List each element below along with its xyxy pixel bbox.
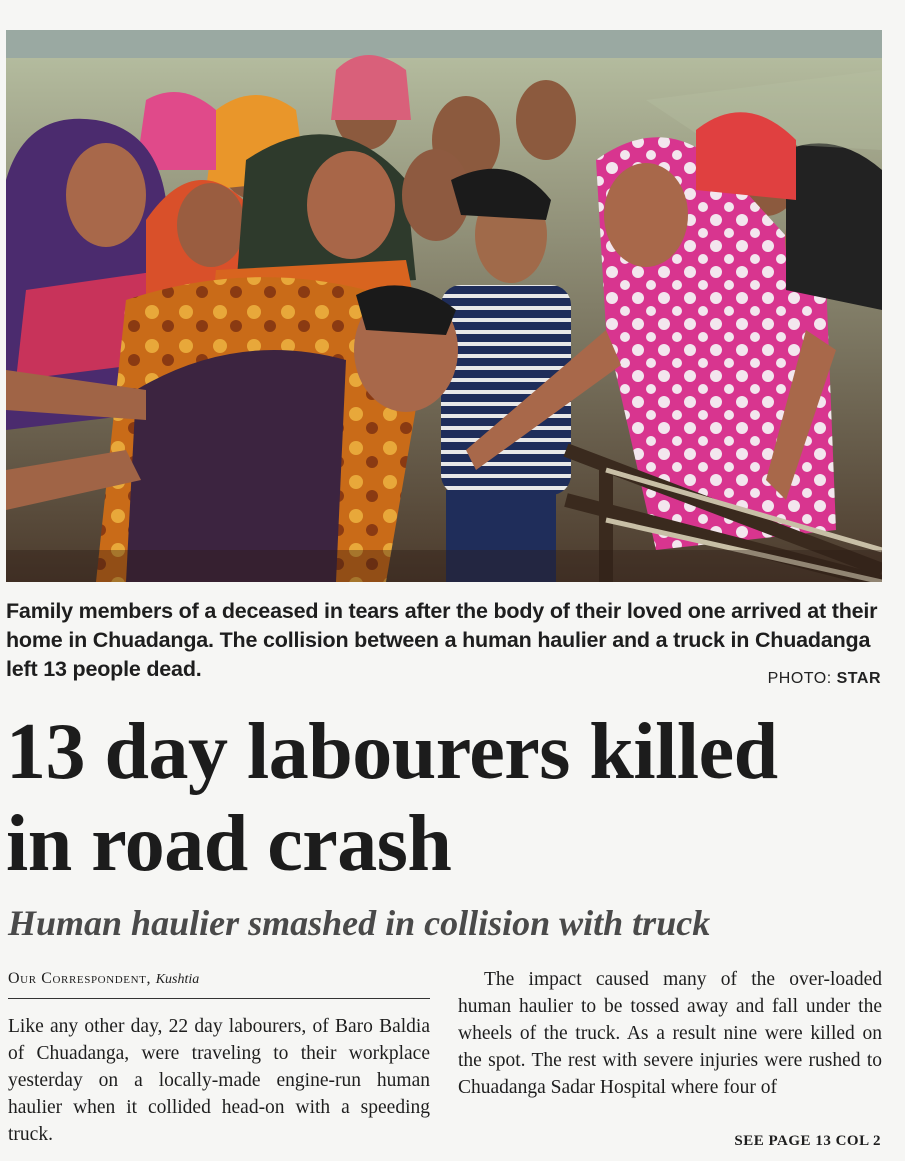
byline-location: Kushtia xyxy=(155,972,200,987)
subheadline: Human haulier smashed in collision with truck xyxy=(8,903,711,943)
photo-credit-prefix: PHOTO: xyxy=(767,670,837,687)
byline xyxy=(8,970,430,999)
body-column-2: The impact caused many of the over-loaded human haulier to be tossed away and fall under the wheels of the truck. As a result nine were killed on the spot. The rest with severe injuries were rushed to Chuadanga Sadar Hospital where four of xyxy=(458,969,882,1098)
body-column-1: Like any other day, 22 day labourers, of Baro Baldia of Chuadanga, were traveling to their workplace yesterday on a locally-made engine-run human haulier when it collided head-on with a speeding truck. xyxy=(8,1016,430,1145)
photo-caption: Family members of a deceased in tears after the body of their loved one arrived at their home in Chuadanga. The collision between a human haulier and a truck in Chuadanga left 13 people dead. xyxy=(6,599,878,681)
grieving-crowd-photo-icon xyxy=(6,30,882,582)
photo-credit-source: STAR xyxy=(836,670,881,687)
headline-line-1: 13 day labourers killed xyxy=(6,708,778,796)
photo-credit xyxy=(768,670,881,688)
headline xyxy=(6,706,896,890)
headline-line-2: in road crash xyxy=(6,800,452,888)
continuation-link[interactable]: SEE PAGE 13 COL 2 xyxy=(734,1133,881,1149)
byline-author: Our Correspondent, xyxy=(8,970,152,987)
news-photo xyxy=(6,30,882,582)
